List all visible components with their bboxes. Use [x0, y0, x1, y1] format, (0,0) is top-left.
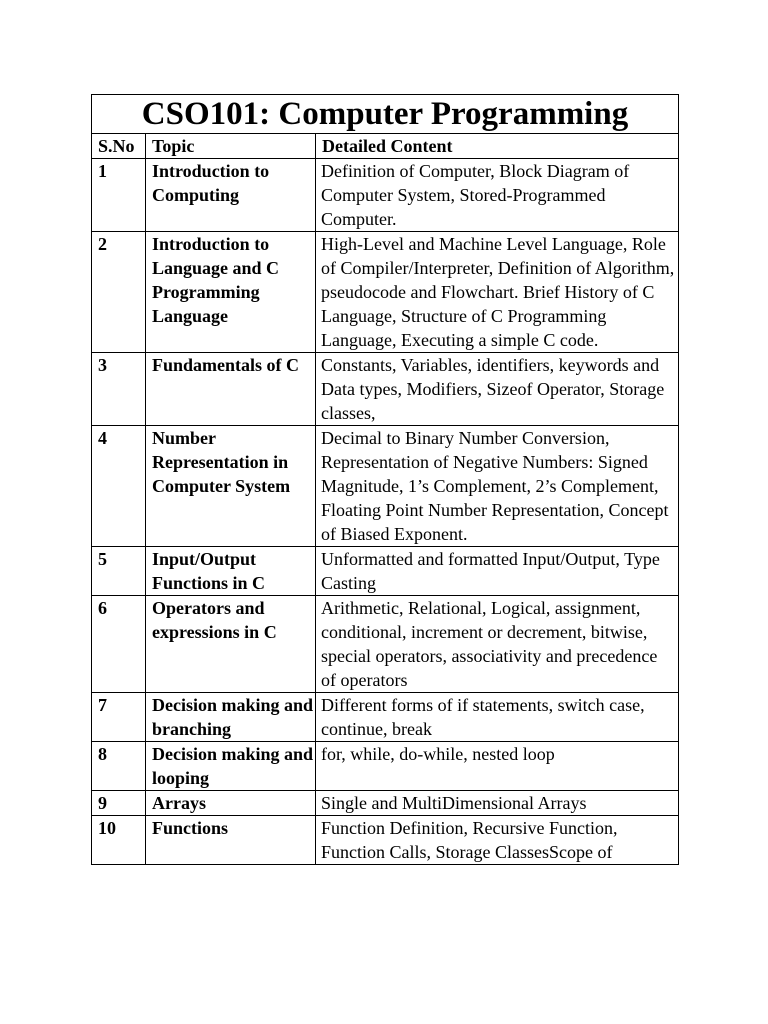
row-sno: 4	[92, 426, 146, 547]
table-row	[92, 742, 679, 791]
table-row	[92, 791, 679, 816]
table-row	[92, 547, 679, 596]
header-topic: Topic	[146, 134, 316, 159]
row-content: Definition of Computer, Block Diagram of Computer System, Stored-Programmed Computer.	[316, 159, 679, 232]
row-sno: 1	[92, 159, 146, 232]
row-sno: 8	[92, 742, 146, 791]
row-content: Constants, Variables, identifiers, keywords and Data types, Modifiers, Sizeof Operator, Storage classes,	[316, 353, 679, 426]
row-content: Decimal to Binary Number Conversion, Representation of Negative Numbers: Signed Magnitude, 1’s Complement, 2’s Complement, Floating Point Number Representation, Concept of Biased Exponent.	[316, 426, 679, 547]
table-row	[92, 693, 679, 742]
table-row	[92, 816, 679, 865]
row-content: High-Level and Machine Level Language, Role of Compiler/Interpreter, Definition of Algorithm, pseudocode and Flowchart. Brief History of C Language, Structure of C Programming Language, Executing a simple C code.	[316, 232, 679, 353]
header-sno: S.No	[92, 134, 146, 159]
row-topic: Decision making and branching	[146, 693, 316, 742]
syllabus-table	[91, 94, 679, 865]
table-row	[92, 353, 679, 426]
header-content: Detailed Content	[316, 134, 679, 159]
row-topic: Operators and expressions in C	[146, 596, 316, 693]
row-sno: 3	[92, 353, 146, 426]
row-sno: 10	[92, 816, 146, 865]
table-row	[92, 426, 679, 547]
table-row	[92, 596, 679, 693]
row-sno: 2	[92, 232, 146, 353]
row-sno: 5	[92, 547, 146, 596]
row-topic: Introduction to Language and C Programming Language	[146, 232, 316, 353]
row-sno: 9	[92, 791, 146, 816]
row-content: Function Definition, Recursive Function, Function Calls, Storage ClassesScope of	[316, 816, 679, 865]
row-topic: Fundamentals of C	[146, 353, 316, 426]
document-title: CSO101: Computer Programming	[92, 95, 679, 134]
table-row	[92, 159, 679, 232]
row-topic: Number Representation in Computer System	[146, 426, 316, 547]
row-sno: 7	[92, 693, 146, 742]
title-row	[92, 95, 679, 134]
row-topic: Input/Output Functions in C	[146, 547, 316, 596]
row-sno: 6	[92, 596, 146, 693]
header-row	[92, 134, 679, 159]
row-topic: Arrays	[146, 791, 316, 816]
row-content: Different forms of if statements, switch case, continue, break	[316, 693, 679, 742]
row-content: for, while, do-while, nested loop	[316, 742, 679, 791]
row-content: Arithmetic, Relational, Logical, assignment, conditional, increment or decrement, bitwise, special operators, associativity and precedence of operators	[316, 596, 679, 693]
row-topic: Decision making and looping	[146, 742, 316, 791]
row-topic: Introduction to Computing	[146, 159, 316, 232]
table-row	[92, 232, 679, 353]
row-content: Single and MultiDimensional Arrays	[316, 791, 679, 816]
row-topic: Functions	[146, 816, 316, 865]
row-content: Unformatted and formatted Input/Output, Type Casting	[316, 547, 679, 596]
